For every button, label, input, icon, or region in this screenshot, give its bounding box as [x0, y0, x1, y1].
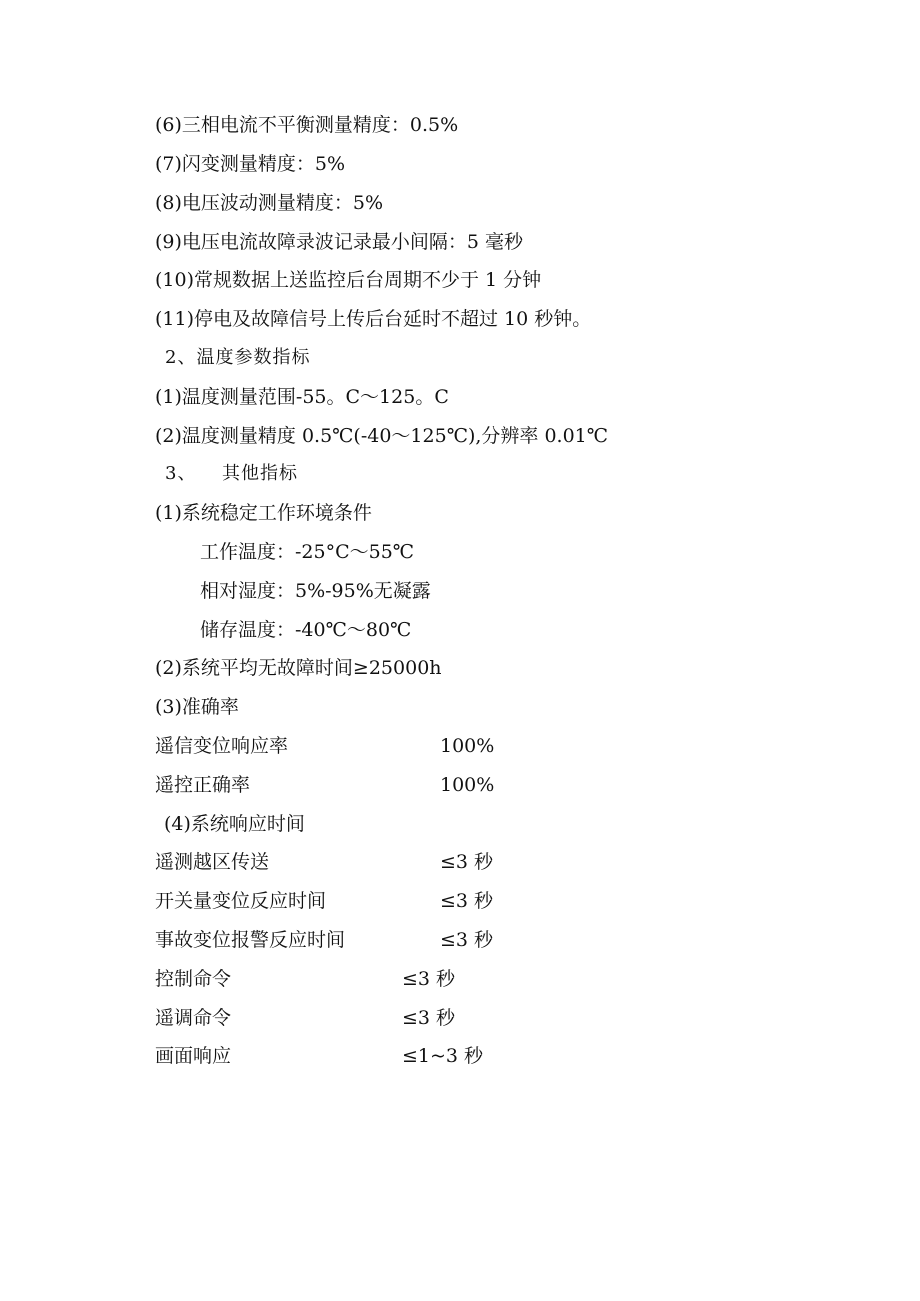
spec-text: 储存温度：-40℃～80℃: [200, 619, 412, 641]
temperature-range: [0, 382, 920, 412]
spec-text: (2)系统平均无故障时间≥25000h: [155, 657, 442, 679]
spec-line-7: [0, 149, 920, 179]
response-row: [0, 925, 920, 955]
response-row: [0, 886, 920, 916]
spec-text: 相对湿度：5%-95%无凝露: [200, 580, 431, 602]
temperature-accuracy: [0, 421, 920, 451]
spec-text: (6)三相电流不平衡测量精度：0.5%: [155, 114, 459, 136]
row-value: ≤1~3 秒: [402, 1045, 484, 1067]
row-value: ≤3 秒: [402, 968, 456, 990]
row-label: 开关量变位反应时间: [155, 890, 327, 912]
row-value: ≤3 秒: [440, 890, 494, 912]
accuracy-row: [0, 770, 920, 800]
section-heading-other: [0, 459, 920, 489]
spec-line-6: [0, 110, 920, 140]
response-row: [0, 847, 920, 877]
mtbf-line: [0, 653, 920, 683]
heading-text: 2、温度参数指标: [165, 347, 311, 368]
row-label: 遥测越区传送: [155, 851, 270, 873]
row-label: 遥调命令: [155, 1007, 232, 1029]
row-label: 遥控正确率: [155, 774, 251, 796]
spec-line-9: [0, 227, 920, 257]
spec-text: (11)停电及故障信号上传后台延时不超过 10 秒钟。: [155, 308, 592, 330]
spec-line-11: [0, 304, 920, 334]
spec-text: (2)温度测量精度 0.5℃(-40～125℃),分辨率 0.01℃: [155, 425, 609, 447]
spec-text: (1)温度测量范围-55。C～125。C: [155, 386, 449, 408]
environment-title: [0, 498, 920, 528]
heading-number: 3、: [165, 463, 197, 484]
spec-text: (7)闪变测量精度：5%: [155, 153, 346, 175]
row-value: ≤3 秒: [440, 929, 494, 951]
row-label: 遥信变位响应率: [155, 735, 289, 757]
spec-line-8: [0, 188, 920, 218]
response-title: [0, 809, 920, 839]
spec-text: (10)常规数据上送监控后台周期不少于 1 分钟: [155, 269, 542, 291]
row-value: 100%: [440, 774, 495, 796]
row-value: 100%: [440, 735, 495, 757]
environment-storage-temp: [0, 615, 920, 645]
section-heading-temperature: [0, 343, 920, 373]
accuracy-row: [0, 731, 920, 761]
spec-text: (8)电压波动测量精度：5%: [155, 192, 384, 214]
response-row: [0, 964, 920, 994]
environment-humidity: [0, 576, 920, 606]
spec-text: 工作温度：-25°C～55℃: [200, 541, 415, 563]
row-value: ≤3 秒: [440, 851, 494, 873]
row-label: 事故变位报警反应时间: [155, 929, 346, 951]
spec-text: (9)电压电流故障录波记录最小间隔：5 毫秒: [155, 231, 524, 253]
accuracy-title: [0, 692, 920, 722]
row-value: ≤3 秒: [402, 1007, 456, 1029]
spec-text: (1)系统稳定工作环境条件: [155, 502, 372, 524]
spec-text: (4)系统响应时间: [164, 813, 305, 835]
row-label: 控制命令: [155, 968, 232, 990]
response-row: [0, 1041, 920, 1071]
environment-working-temp: [0, 537, 920, 567]
spec-text: (3)准确率: [155, 696, 239, 718]
row-label: 画面响应: [155, 1045, 232, 1067]
response-row: [0, 1003, 920, 1033]
heading-text: 其他指标: [222, 463, 298, 484]
spec-line-10: [0, 265, 920, 295]
